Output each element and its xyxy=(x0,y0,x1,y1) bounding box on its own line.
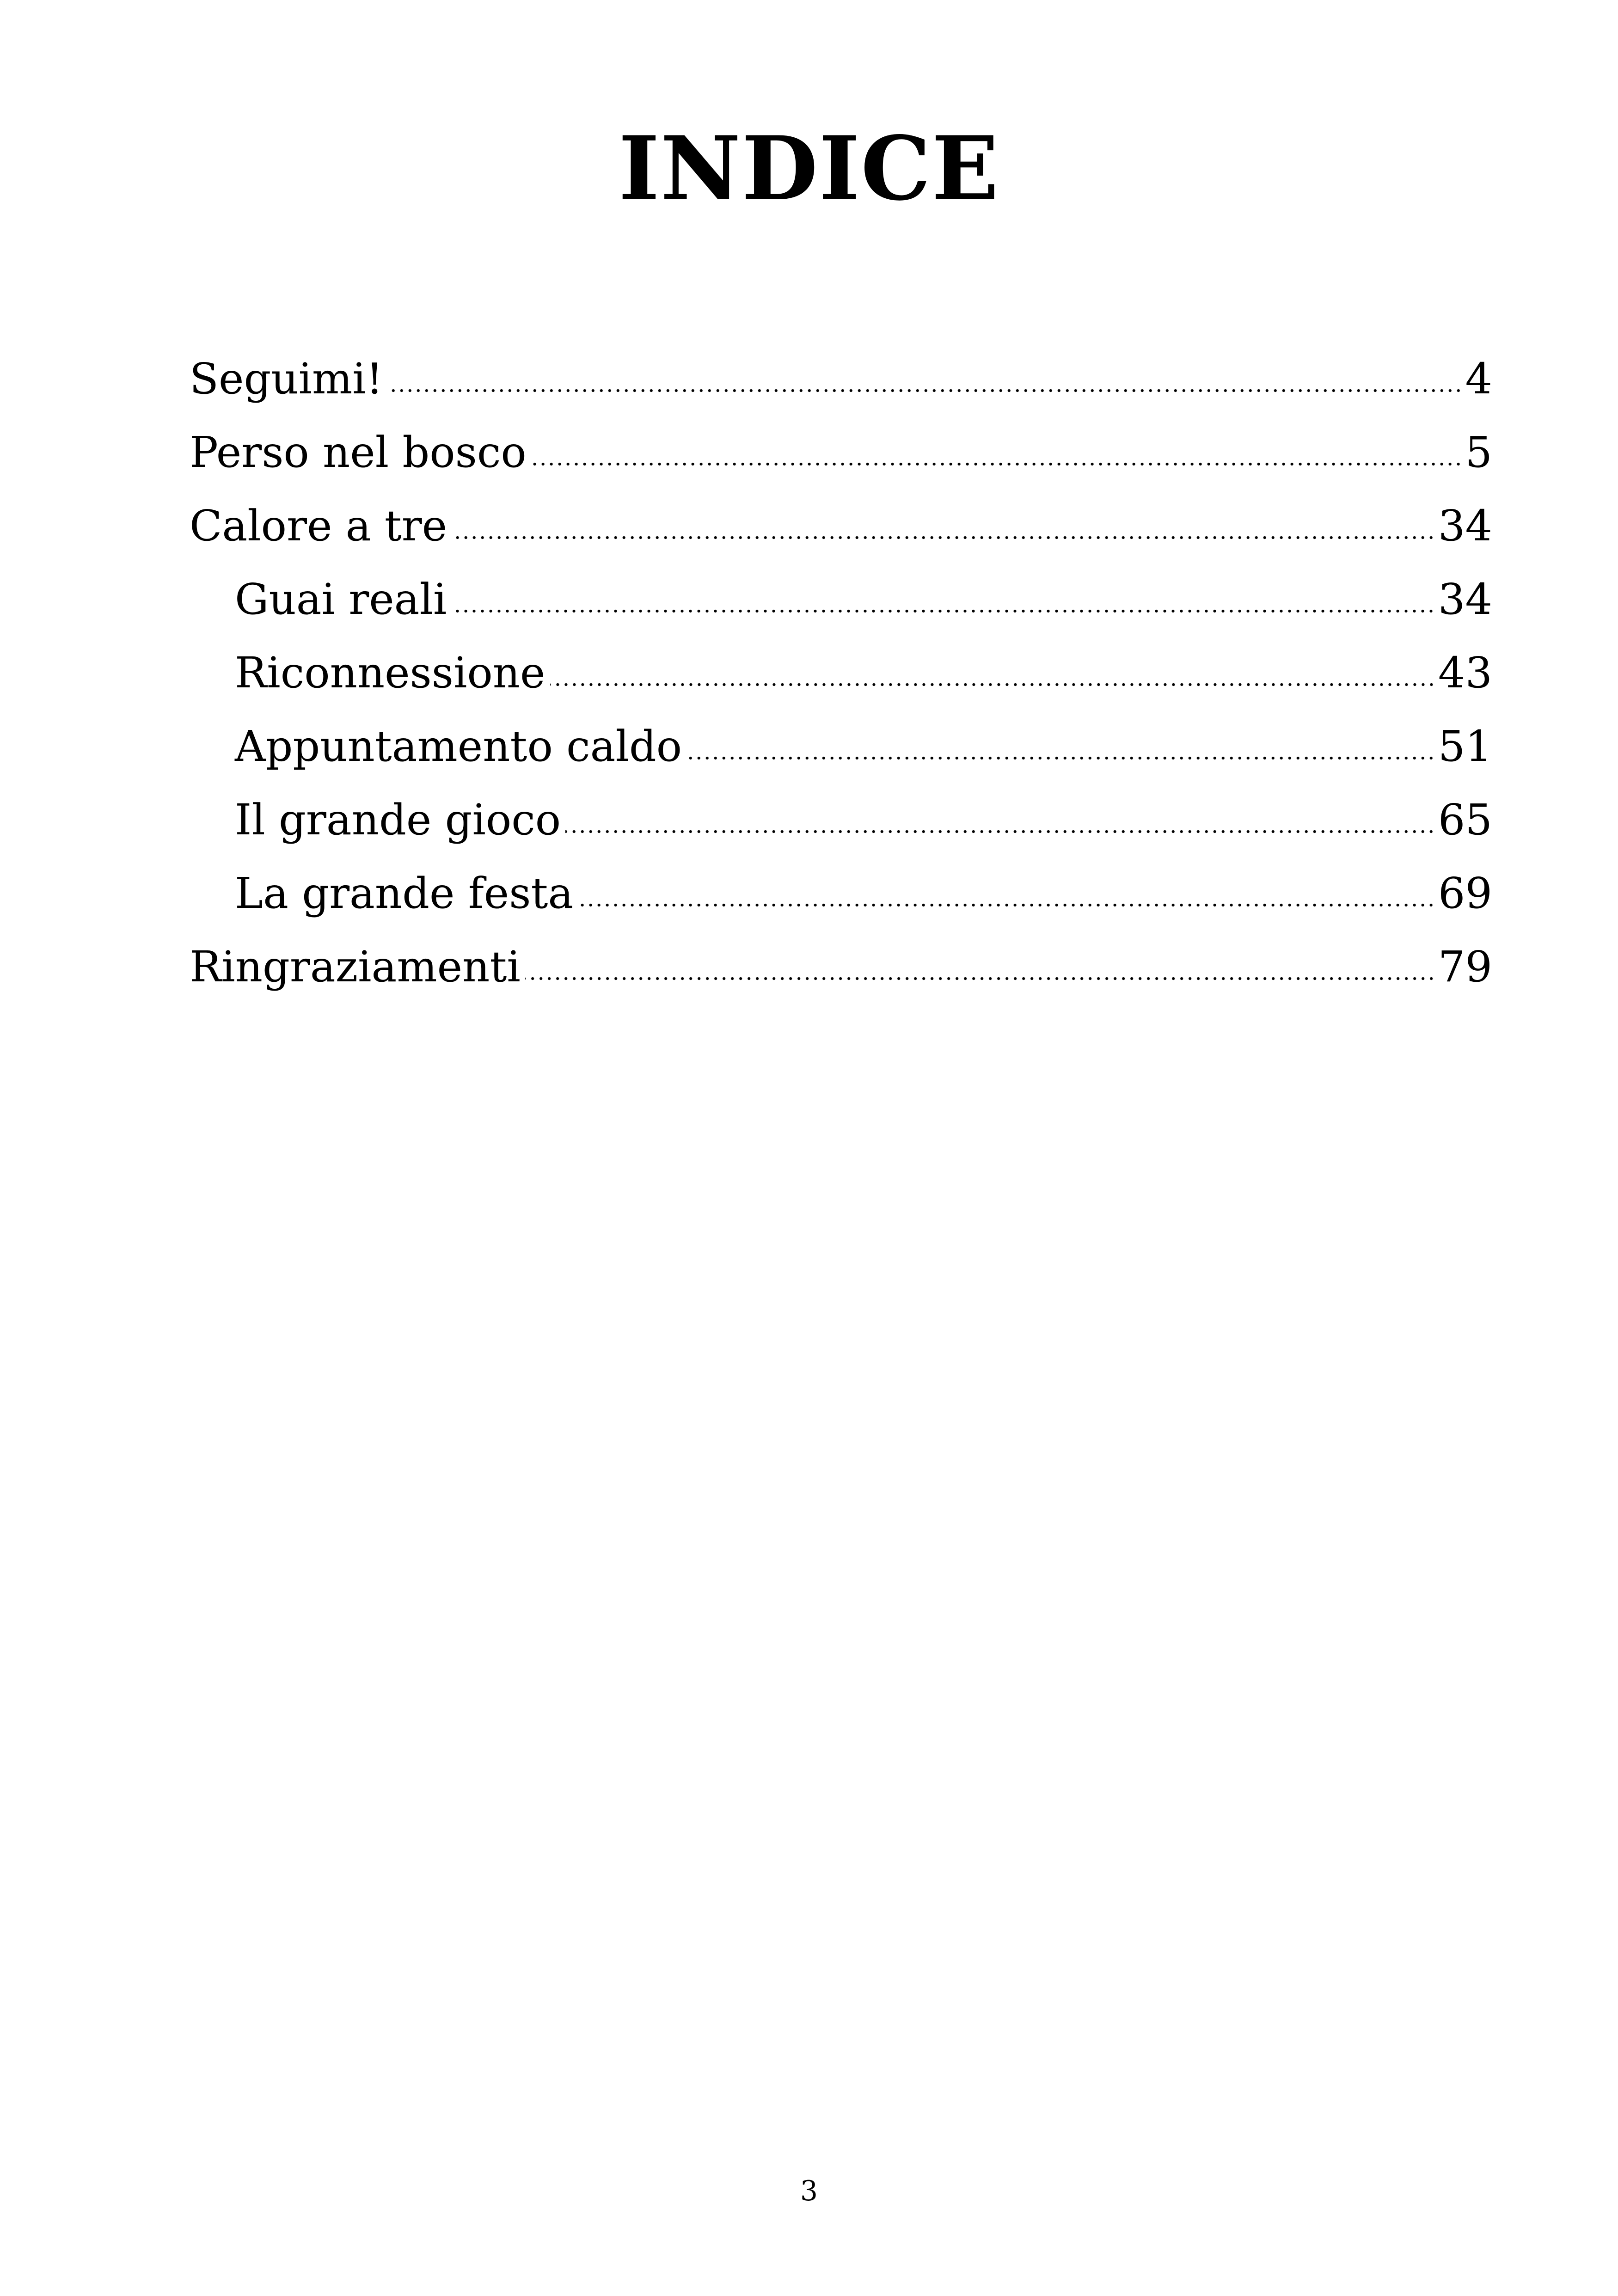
toc-entry-label: Seguimi! xyxy=(190,354,383,404)
dot-leader xyxy=(451,605,1435,614)
toc-entry-appuntamento-caldo[interactable] xyxy=(190,710,1492,783)
toc-entry-label: Calore a tre xyxy=(190,501,447,551)
toc-entry-la-grande-festa[interactable] xyxy=(190,857,1492,930)
toc-entry-page: 51 xyxy=(1438,722,1492,771)
toc-entry-page: 69 xyxy=(1438,869,1492,918)
toc-entry-page: 34 xyxy=(1438,501,1492,551)
toc-entry-perso-nel-bosco[interactable] xyxy=(190,416,1492,489)
toc-entry-label: Appuntamento caldo xyxy=(235,722,682,771)
toc-entry-page: 43 xyxy=(1438,648,1492,698)
dot-leader xyxy=(550,678,1435,687)
dot-leader xyxy=(565,825,1435,834)
dot-leader xyxy=(388,384,1463,393)
page-number: 3 xyxy=(800,2175,818,2207)
toc-entry-label: La grande festa xyxy=(235,869,574,918)
toc-entry-label: Il grande gioco xyxy=(235,795,561,845)
page-title: INDICE xyxy=(618,117,1000,220)
dot-leader xyxy=(525,972,1435,981)
toc-entry-label: Riconnessione xyxy=(235,648,545,698)
toc-entry-label: Ringraziamenti xyxy=(190,942,521,992)
toc-entry-page: 5 xyxy=(1465,428,1492,477)
toc-entry-page: 34 xyxy=(1438,575,1492,624)
toc-entry-il-grande-gioco[interactable] xyxy=(190,783,1492,857)
toc-entry-riconnessione[interactable] xyxy=(190,636,1492,710)
table-of-contents xyxy=(190,342,1492,1004)
toc-entry-ringraziamenti[interactable] xyxy=(190,930,1492,1004)
toc-entry-seguimi[interactable] xyxy=(190,342,1492,416)
dot-leader xyxy=(452,531,1435,540)
toc-entry-page: 4 xyxy=(1465,354,1492,404)
dot-leader xyxy=(531,458,1463,467)
toc-entry-page: 79 xyxy=(1438,942,1492,992)
toc-entry-label: Perso nel bosco xyxy=(190,428,527,477)
toc-entry-calore-a-tre[interactable] xyxy=(190,489,1492,563)
toc-entry-page: 65 xyxy=(1438,795,1492,845)
toc-entry-label: Guai reali xyxy=(235,575,447,624)
toc-entry-guai-reali[interactable] xyxy=(190,563,1492,636)
dot-leader xyxy=(686,752,1435,761)
dot-leader xyxy=(578,899,1435,908)
